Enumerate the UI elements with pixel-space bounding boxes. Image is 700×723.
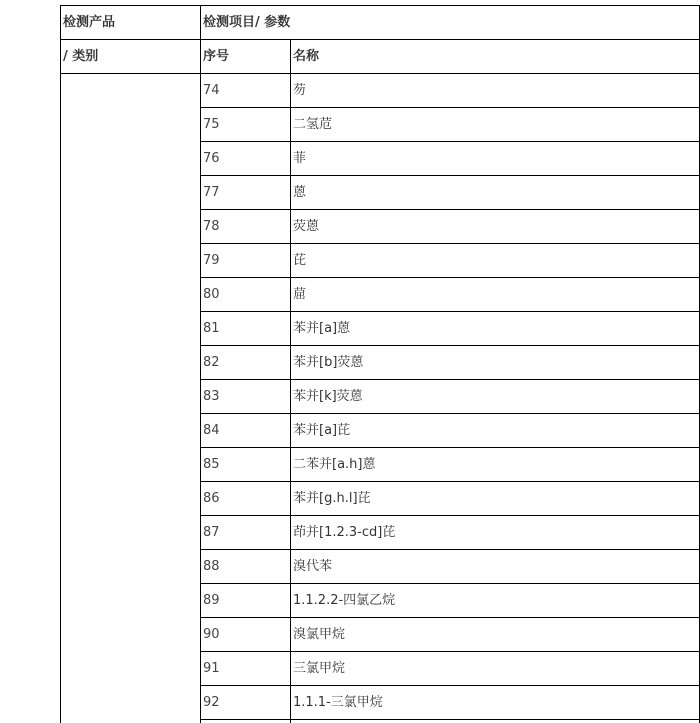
row-seq: 83 bbox=[201, 380, 291, 414]
row-seq: 75 bbox=[201, 108, 291, 142]
row-seq: 89 bbox=[201, 584, 291, 618]
header-seq: 序号 bbox=[201, 40, 291, 74]
header-product-category-line2: / 类别 bbox=[61, 40, 201, 74]
row-seq: 92 bbox=[201, 686, 291, 720]
row-seq: 81 bbox=[201, 312, 291, 346]
row-name: 三氯甲烷 bbox=[291, 652, 700, 686]
header-row-sub bbox=[61, 40, 700, 74]
detection-items-table bbox=[60, 5, 700, 723]
row-seq: 76 bbox=[201, 142, 291, 176]
row-seq: 82 bbox=[201, 346, 291, 380]
row-name: 苯并[b]荧蒽 bbox=[291, 346, 700, 380]
row-seq: 78 bbox=[201, 210, 291, 244]
row-seq bbox=[201, 720, 291, 723]
category-cell bbox=[61, 74, 201, 723]
row-seq: 87 bbox=[201, 516, 291, 550]
header-row-top bbox=[61, 6, 700, 40]
row-name: 二苯并[a.h]蒽 bbox=[291, 448, 700, 482]
row-seq: 74 bbox=[201, 74, 291, 108]
row-name: 溴代苯 bbox=[291, 550, 700, 584]
row-name: 1.1.2.2-四氯乙烷 bbox=[291, 584, 700, 618]
row-name: 1.1.1-三氯甲烷 bbox=[291, 686, 700, 720]
row-name: 蒽 bbox=[291, 176, 700, 210]
row-seq: 91 bbox=[201, 652, 291, 686]
row-seq: 85 bbox=[201, 448, 291, 482]
row-name bbox=[291, 720, 700, 723]
row-name: 茚并[1.2.3-cd]芘 bbox=[291, 516, 700, 550]
row-seq: 88 bbox=[201, 550, 291, 584]
row-name: 荧蒽 bbox=[291, 210, 700, 244]
row-seq: 80 bbox=[201, 278, 291, 312]
header-product-category-line1: 检测产品 bbox=[61, 6, 201, 40]
row-name: 二氢苊 bbox=[291, 108, 700, 142]
row-name: 芴 bbox=[291, 74, 700, 108]
row-seq: 79 bbox=[201, 244, 291, 278]
row-name: 菲 bbox=[291, 142, 700, 176]
table-row bbox=[61, 74, 700, 108]
row-seq: 90 bbox=[201, 618, 291, 652]
row-name: 苯并[a]蒽 bbox=[291, 312, 700, 346]
row-seq: 86 bbox=[201, 482, 291, 516]
row-name: 苯并[a]芘 bbox=[291, 414, 700, 448]
row-name: 䓛 bbox=[291, 278, 700, 312]
row-name: 溴氯甲烷 bbox=[291, 618, 700, 652]
row-seq: 77 bbox=[201, 176, 291, 210]
header-name: 名称 bbox=[291, 40, 700, 74]
row-name: 苯并[g.h.l]芘 bbox=[291, 482, 700, 516]
row-name: 苯并[k]荧蒽 bbox=[291, 380, 700, 414]
header-items-params: 检测项目/ 参数 bbox=[201, 6, 700, 40]
row-name: 芘 bbox=[291, 244, 700, 278]
row-seq: 84 bbox=[201, 414, 291, 448]
